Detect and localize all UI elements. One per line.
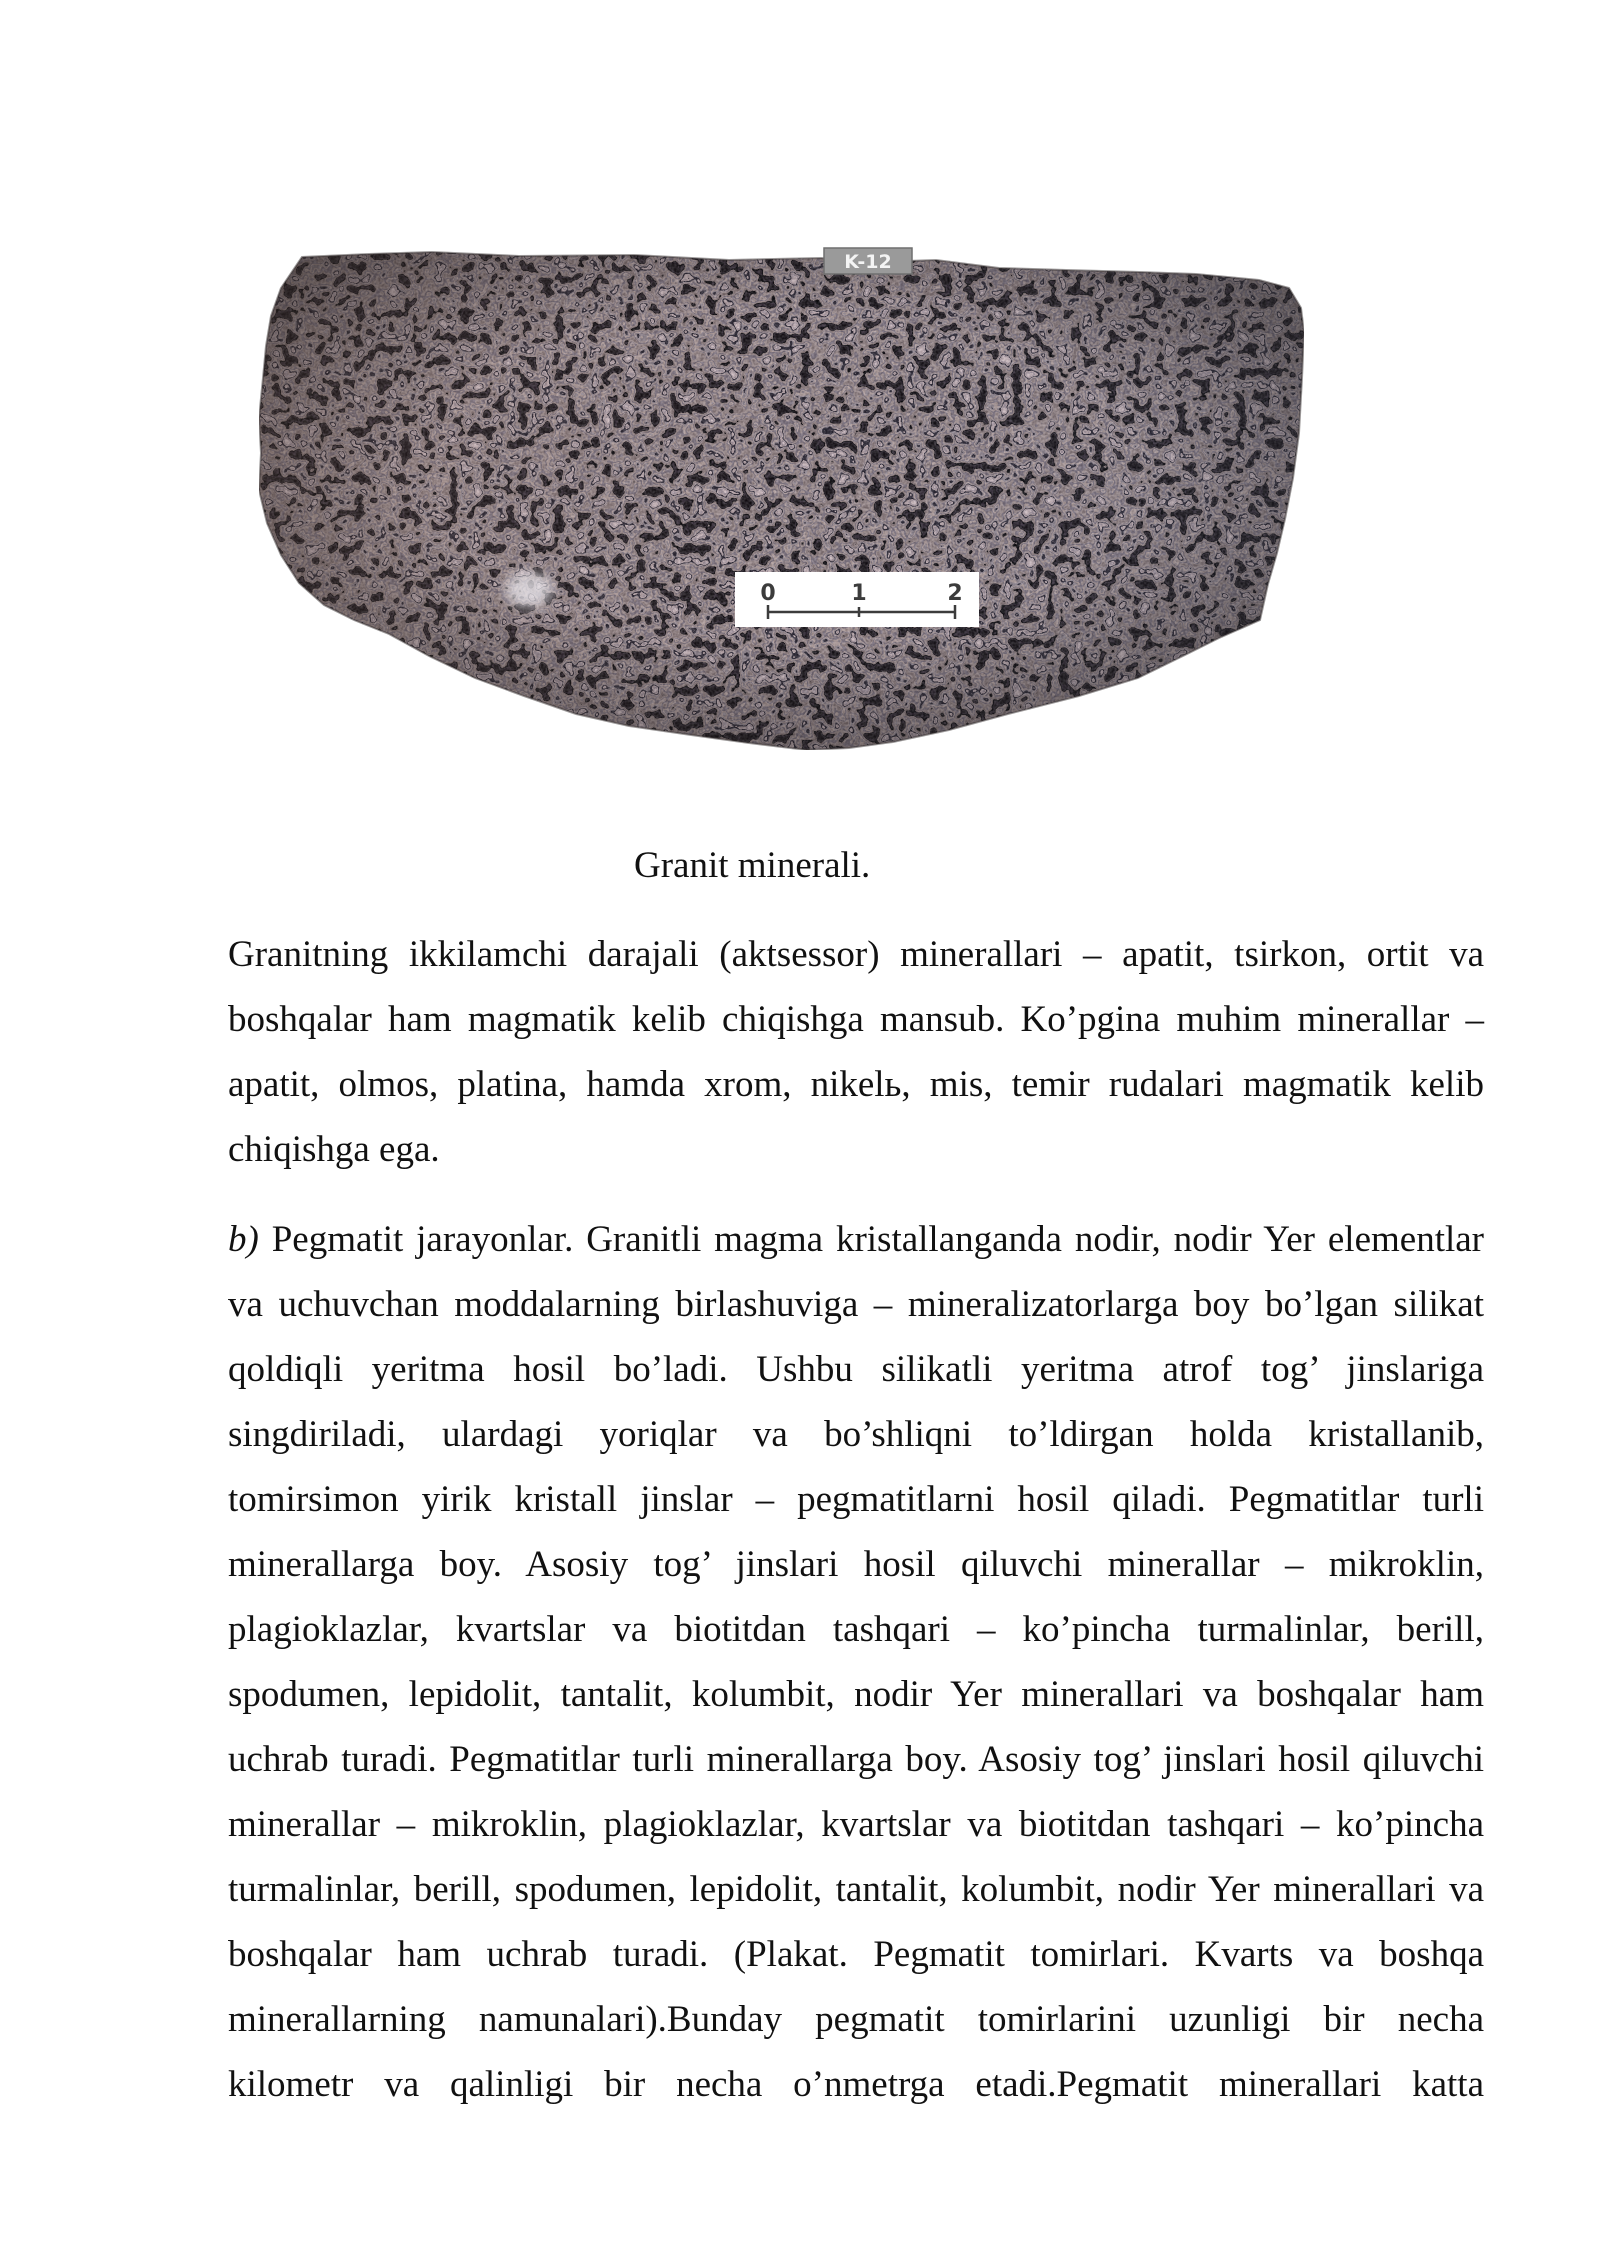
text-line: turmalinlar, berill, spodumen, lepidolit, tantalit, kolumbit, nodir Yer minerallari va bbox=[228, 1869, 1484, 1910]
text-line: minerallarning namunalari).Bunday pegmatit tomirlarini uzunligi bir necha bbox=[228, 1999, 1484, 2040]
quartz-patch bbox=[505, 572, 553, 608]
text-line: boshqalar ham magmatik kelib chiqishga mansub. Ko’pgina muhim minerallar – bbox=[228, 999, 1484, 1040]
text-line: minerallar – mikroklin, plagioklazlar, kvartslar va biotitdan tashqari – ko’pincha bbox=[228, 1804, 1484, 1845]
scale-label-0: 0 bbox=[760, 581, 776, 606]
figure-caption: Granit minerali. bbox=[634, 845, 871, 886]
paragraph-pegmatite-processes bbox=[228, 1207, 1484, 2117]
specimen-label-text: K-12 bbox=[844, 251, 892, 273]
text-line: minerallarga boy. Asosiy tog’ jinslari hosil qiluvchi minerallar – mikroklin, bbox=[228, 1544, 1484, 1585]
text-line: singdiriladi, ulardagi yoriqlar va bo’shliqni to’ldirgan holda kristallanib, bbox=[228, 1414, 1484, 1455]
text-line: spodumen, lepidolit, tantalit, kolumbit, nodir Yer minerallari va boshqalar ham bbox=[228, 1674, 1484, 1715]
rock-edge-shading bbox=[259, 252, 1304, 750]
text-line bbox=[228, 1207, 1484, 1272]
scale-bar bbox=[735, 572, 979, 627]
text-line: apatit, olmos, platina, hamda xrom, nikelь, mis, temir rudalari magmatik kelib bbox=[228, 1064, 1484, 1105]
scale-label-1: 1 bbox=[851, 581, 867, 606]
granite-photo bbox=[259, 238, 1304, 750]
text-line: plagioklazlar, kvartslar va biotitdan tashqari – ko’pincha turmalinlar, berill, bbox=[228, 1609, 1484, 1650]
text-line: chiqishga ega. bbox=[228, 1129, 440, 1170]
text-line: uchrab turadi. Pegmatitlar turli minerallarga boy. Asosiy tog’ jinslari hosil qiluvchi bbox=[228, 1739, 1484, 1780]
specimen-label bbox=[824, 248, 912, 274]
text-line: Granitning ikkilamchi darajali (aktsessor) minerallari – apatit, tsirkon, ortit va bbox=[228, 934, 1484, 975]
text-line: va uchuvchan moddalarning birlashuviga – mineralizatorlarga boy bo’lgan silikat bbox=[228, 1284, 1484, 1325]
text-line: qoldiqli yeritma hosil bo’ladi. Ushbu silikatli yeritma atrof tog’ jinslariga bbox=[228, 1349, 1484, 1390]
scale-label-2: 2 bbox=[947, 581, 963, 606]
list-marker: b) bbox=[228, 1219, 259, 1260]
text-line: boshqalar ham uchrab turadi. (Plakat. Pegmatit tomirlari. Kvarts va boshqa bbox=[228, 1934, 1484, 1975]
text-line: tomirsimon yirik kristall jinslar – pegmatitlarni hosil qiladi. Pegmatitlar turli bbox=[228, 1479, 1484, 1520]
text-line-content: Pegmatit jarayonlar. Granitli magma kristallanganda nodir, nodir Yer elementlar bbox=[271, 1219, 1484, 1260]
paragraph-accessory-minerals bbox=[228, 922, 1484, 1182]
text-line: kilometr va qalinligi bir necha o’nmetrga etadi.Pegmatit minerallari katta bbox=[228, 2064, 1484, 2105]
